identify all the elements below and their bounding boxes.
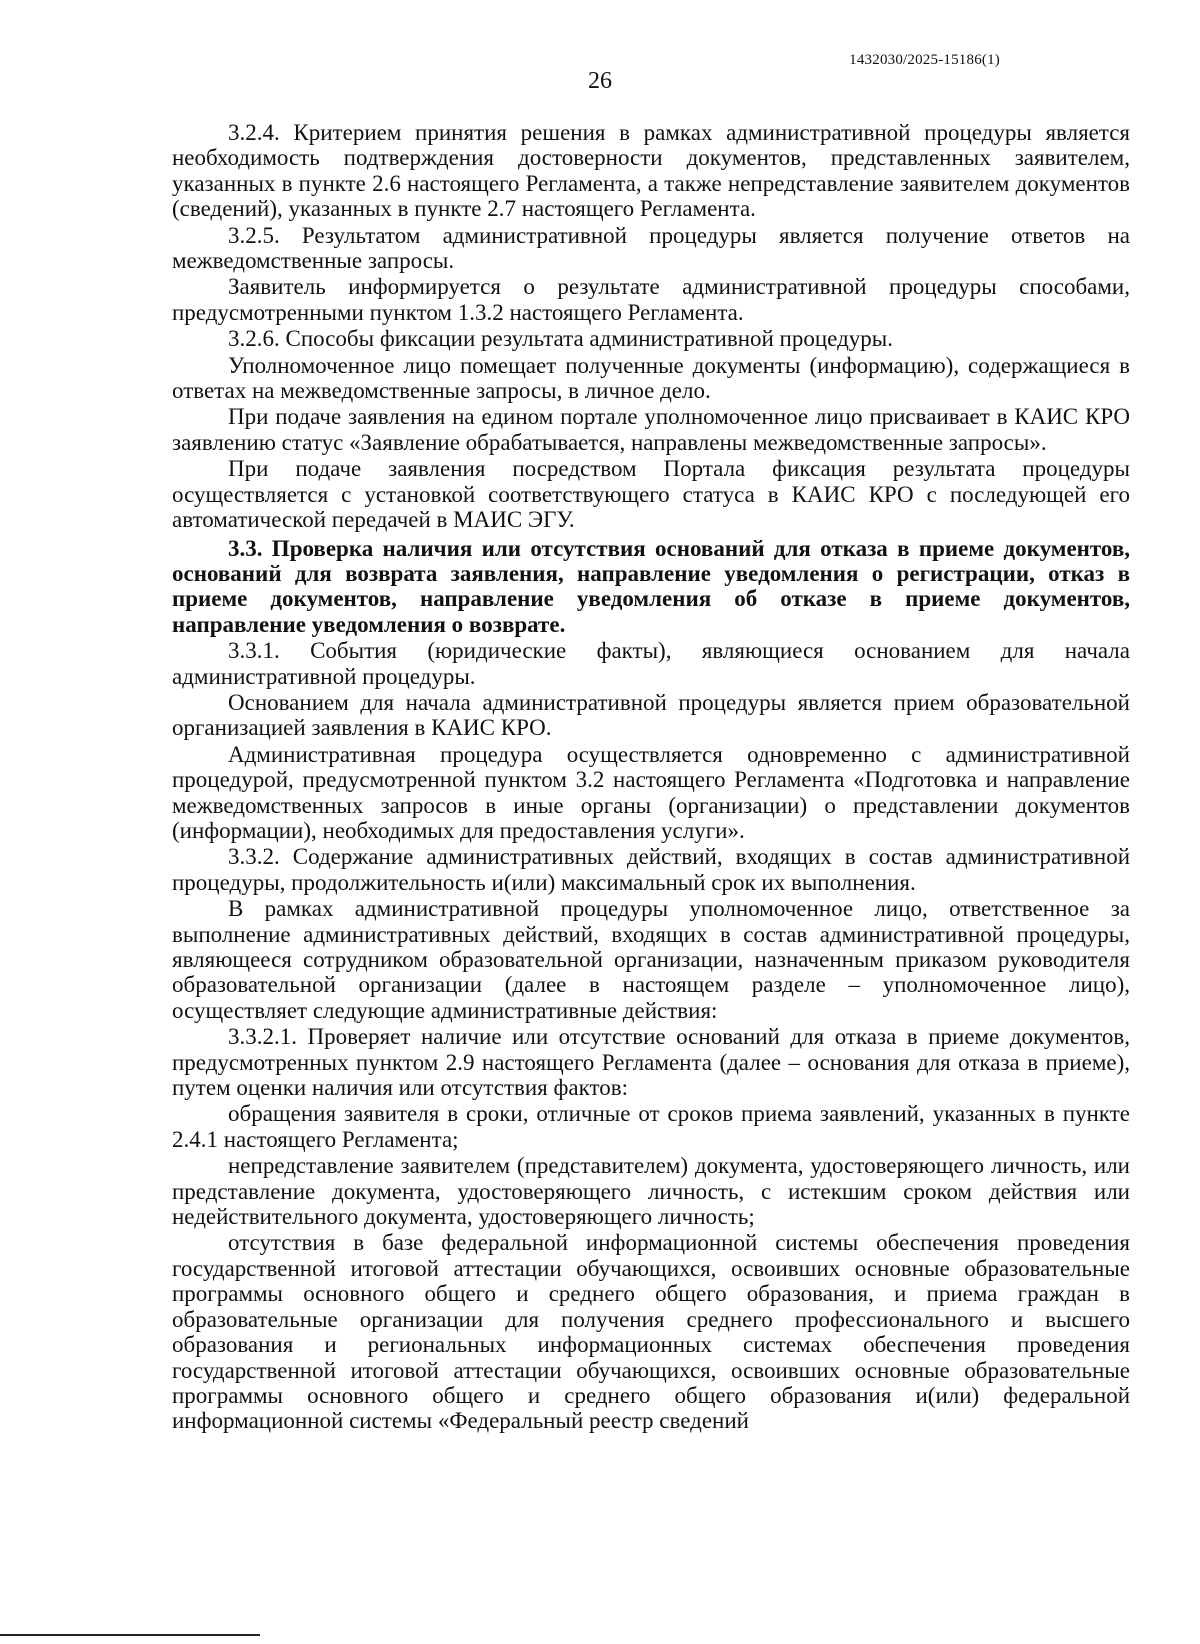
paragraph-3-2-6: 3.2.6. Способы фиксации результата административной процедуры. [228,326,893,352]
paragraph-applicant-informed: Заявитель информируется о результате административной процедуры способами, предусмотренными пунктом 1.3.2 настоящего Регламента. [172,274,1130,325]
paragraph-3-3-1: 3.3.1. События (юридические факты), являющиеся основанием для начала административной процедуры. [172,638,1130,689]
paragraph-3-3-2-1: 3.3.2.1. Проверяет наличие или отсутствие оснований для отказа в приеме документов, предусмотренных пунктом 2.9 настоящего Регламента (далее – основания для отказа в приеме), путем оценки наличия или отсутствия фактов: [172,1024,1130,1101]
document-registration-number: 1432030/2025-15186(1) [849,52,1000,68]
paragraph-simultaneous-procedure: Административная процедура осуществляется одновременно с административной процедурой, предусмотренной пунктом 3.2 настоящего Регламента «Подготовка и направление межведомственных запросов в иные органы (организации) о представлении документов (информации), необходимых для предоставления услуги». [172,741,1130,843]
paragraph-3-2-5: 3.2.5. Результатом административной процедуры является получение ответов на межведомственные запросы. [172,222,1130,274]
paragraph-basis-for-start: Основанием для начала административной процедуры является прием образовательной организацией заявления в КАИС КРО. [172,689,1130,741]
document-body [172,120,1130,1435]
paragraph-within-procedure: В рамках административной процедуры уполномоченное лицо, ответственное за выполнение административных действий, входящих в состав административной процедуры, являющееся сотрудником образовательной организации, назначенным приказом руководителя образовательной организации (далее в настоящем разделе – уполномоченное лицо), осуществляет следующие административные действия: [172,896,1130,1023]
page-number: 26 [588,68,612,94]
paragraph-authorized-person-places: Уполномоченное лицо помещает полученные документы (информацию), содержащиеся в ответах на межведомственные запросы, в личное дело. [172,352,1130,404]
paragraph-single-portal-status: При подаче заявления на едином портале уполномоченное лицо присваивает в КАИС КРО заявлению статус «Заявление обрабатывается, направлены межведомственные запросы». [172,404,1130,455]
section-heading-3-3: 3.3. Проверка наличия или отсутствия оснований для отказа в приеме документов, оснований для возврата заявления, направление уведомления о регистрации, отказ в приеме документов, направление уведомления об отказе в приеме документов, направление уведомления о возврате. [172,535,1130,637]
paragraph-3-2-4: 3.2.4. Критерием принятия решения в рамках административной процедуры является необходимость подтверждения достоверности документов, представленных заявителем, указанных в пункте 2.6 настоящего Регламента, а также непредставление заявителем документов (сведений), указанных в пункте 2.7 настоящего Регламента. [172,120,1130,222]
paragraph-3-3-2: 3.3.2. Содержание административных действий, входящих в состав административной процедуры, продолжительность и(или) максимальный срок их выполнения. [172,844,1130,895]
paragraph-application-timing: обращения заявителя в сроки, отличные от сроков приема заявлений, указанных в пункте 2.4.1 настоящего Регламента; [172,1101,1130,1152]
paragraph-portal-fixation: При подаче заявления посредством Портала фиксация результата процедуры осуществляется с установкой соответствующего статуса в КАИС КРО с последующей его автоматической передачей в МАИС ЭГУ. [172,456,1130,533]
footer-divider [0,1634,260,1636]
paragraph-identity-document: непредставление заявителем (представителем) документа, удостоверяющего личность, или представление документа, удостоверяющего личность, с истекшим сроком действия или недействительного документа, удостоверяющего личность; [172,1153,1130,1230]
paragraph-federal-information-system: отсутствия в базе федеральной информационной системы обеспечения проведения государственной итоговой аттестации обучающихся, освоивших основные образовательные программы основного общего и среднего общего образования, и приема граждан в образовательные организации для получения среднего профессионального и высшего образования и региональных информационных системах обеспечения проведения государственной итоговой аттестации обучающихся, освоивших основные образовательные программы основного общего и среднего общего образования и(или) федеральной информационной системы «Федеральный реестр сведений [172,1230,1130,1434]
